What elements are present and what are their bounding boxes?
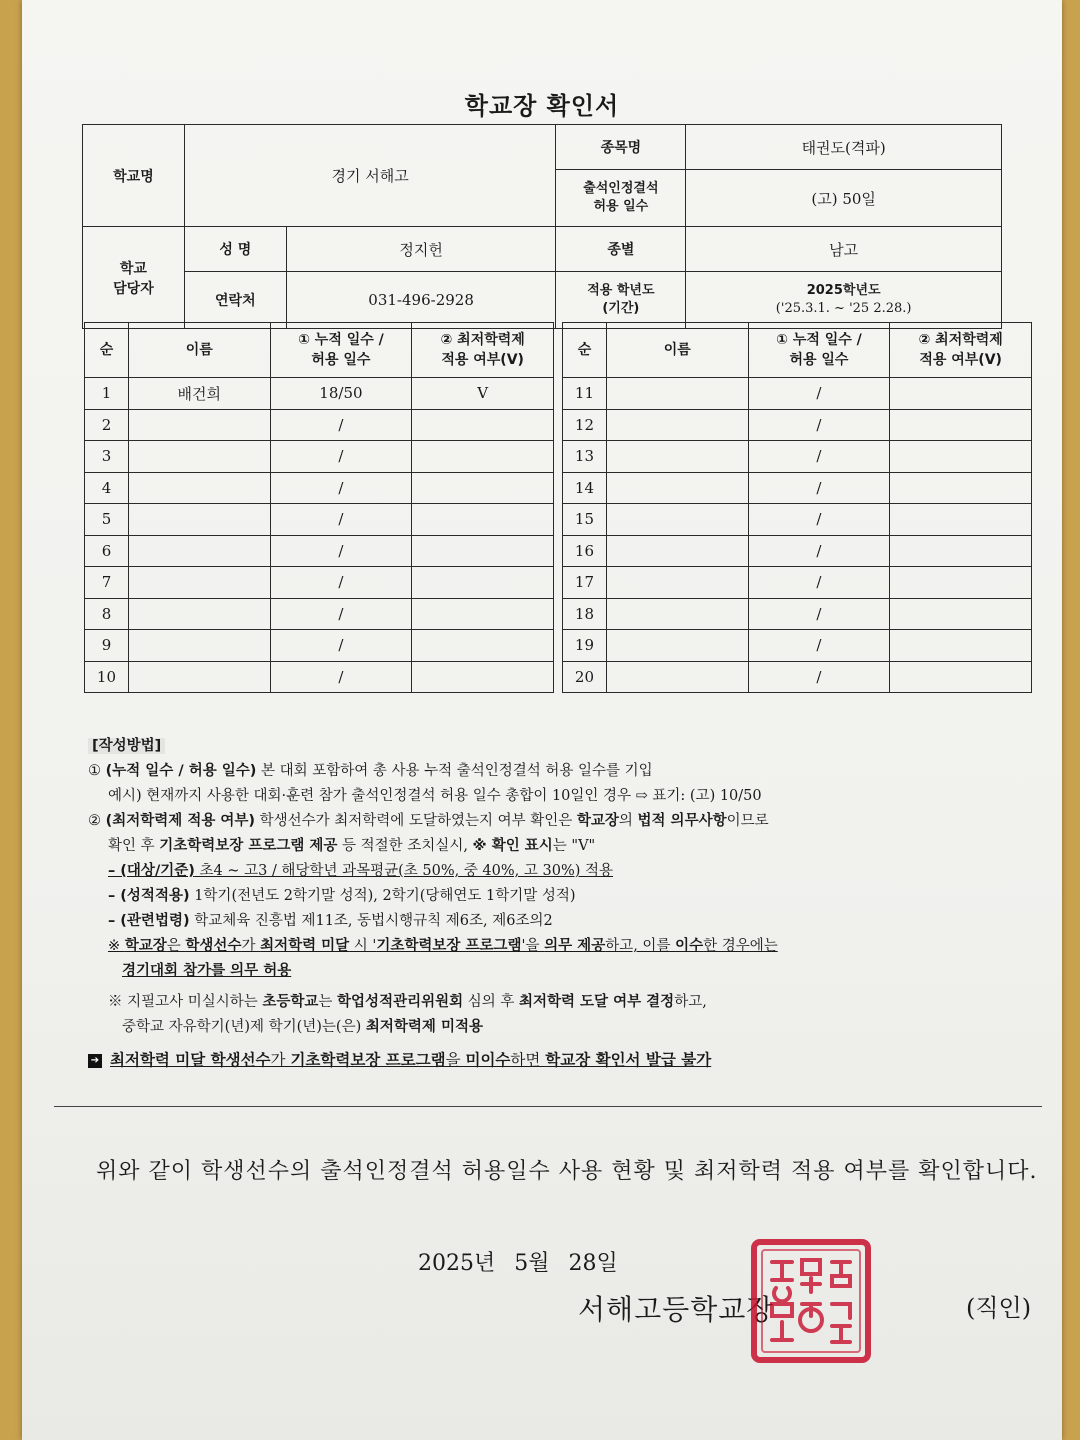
min-academic-check [412,567,554,599]
table-row [563,630,1032,662]
student-name [128,409,270,441]
table-row [85,441,554,473]
table-row [563,441,1032,473]
method-line-8: ※ 학교장은 학생선수가 최저학력 미달 시 '기초학력보장 프로그램'을 의무 제공하고, 이를 이수한 경우에는 [108,938,778,954]
cumulative-days: / [748,630,890,662]
absence-days-value: (고) 50일 [686,170,1002,227]
table-row [563,378,1032,410]
cumulative-days: / [270,630,412,662]
official-seal-icon [750,1238,872,1364]
event-label: 종목명 [556,125,686,170]
row-number: 20 [563,661,607,693]
cumulative-days: 18/50 [270,378,412,410]
student-name [606,504,748,536]
divider [54,1106,1042,1107]
table-row [563,535,1032,567]
cumulative-days: / [270,472,412,504]
cumulative-days: / [270,409,412,441]
writing-method-section [88,734,1008,1073]
contact-label: 연락처 [184,272,286,329]
row-number: 9 [85,630,129,662]
student-name [128,535,270,567]
col-header-cumulative: ① 누적 일수 / 허용 일수 [270,323,412,378]
row-number: 8 [85,598,129,630]
student-name: 배건희 [128,378,270,410]
min-academic-check [412,504,554,536]
contact-value: 031-496-2928 [286,272,556,329]
method-line-1: ① (누적 일수 / 허용 일수) 본 대회 포함하여 총 사용 누적 출석인정결석 허용 일수를 기입 [88,763,653,779]
student-name [128,630,270,662]
student-name [606,441,748,473]
row-number: 3 [85,441,129,473]
cumulative-days: / [748,567,890,599]
table-row [563,409,1032,441]
row-number: 7 [85,567,129,599]
table-row [85,378,554,410]
issue-date: 2025년 5월 28일 [418,1251,618,1276]
min-academic-check [890,472,1032,504]
row-number: 10 [85,661,129,693]
manager-name: 정지헌 [286,227,556,272]
table-row [563,567,1032,599]
student-name [128,598,270,630]
table-row [85,630,554,662]
min-academic-check [890,378,1032,410]
min-academic-check [412,409,554,441]
gender-label: 종별 [556,227,686,272]
min-academic-check [412,630,554,662]
cumulative-days: / [748,598,890,630]
min-academic-check [890,535,1032,567]
absence-days-label: 출석인정결석 허용 일수 [556,170,686,227]
row-number: 1 [85,378,129,410]
table-row [85,504,554,536]
student-name [128,567,270,599]
cumulative-days: / [748,472,890,504]
cumulative-days: / [748,441,890,473]
student-name [128,661,270,693]
row-number: 14 [563,472,607,504]
seal-note: (직인) [966,1294,1032,1322]
method-line-3: ② (최저학력제 적용 여부) 학생선수가 최저학력에 도달하였는지 여부 확인은 학교장의 법적 의무사항이므로 [88,813,769,829]
school-name-label: 학교명 [83,125,185,227]
method-line-10: ※ 지필고사 미실시하는 초등학교는 학업성적관리위원회 심의 후 최저학력 도달 여부 결정하고, [108,994,707,1010]
min-academic-check [412,472,554,504]
row-number: 16 [563,535,607,567]
school-name-value: 경기 서해고 [184,125,556,227]
student-name [128,504,270,536]
student-name [128,472,270,504]
min-academic-check [890,630,1032,662]
method-line-5: – (대상/기준) 초4 ~ 고3 / 해당학년 과목평균(초 50%, 중 40%, 고 30%) 적용 [108,863,614,879]
table-row [85,598,554,630]
col-header-name: 이름 [128,323,270,378]
student-table-left [84,322,554,693]
event-value: 태권도(격파) [686,125,1002,170]
student-name [606,535,748,567]
method-line-9: 경기대회 참가를 의무 허용 [122,963,292,979]
table-row [85,472,554,504]
min-academic-check [412,441,554,473]
min-academic-check [412,535,554,567]
period-text: ('25.3.1. ~ '25 2.28.) [775,301,912,316]
method-final-note: ➔ 최저학력 미달 학생선수가 기초학력보장 프로그램을 미이수하면 학교장 확인서 발급 불가 [88,1048,1008,1073]
min-academic-check [890,409,1032,441]
row-number: 15 [563,504,607,536]
cumulative-days: / [748,535,890,567]
col-header-no: 순 [563,323,607,378]
table-row [85,661,554,693]
row-number: 13 [563,441,607,473]
min-academic-check [890,504,1032,536]
student-name [606,630,748,662]
cumulative-days: / [270,661,412,693]
student-name [606,567,748,599]
name-label: 성 명 [184,227,286,272]
manager-label: 학교 담당자 [83,227,185,329]
min-academic-check [412,661,554,693]
col-header-cumulative: ① 누적 일수 / 허용 일수 [748,323,890,378]
student-name [606,661,748,693]
min-academic-check: V [412,378,554,410]
cumulative-days: / [270,535,412,567]
row-number: 19 [563,630,607,662]
student-name [606,598,748,630]
row-number: 2 [85,409,129,441]
method-line-6: – (성적적용) 1학기(전년도 2학기말 성적), 2학기(당해연도 1학기말 성적) [108,888,576,904]
min-academic-check [890,598,1032,630]
cumulative-days: / [270,598,412,630]
col-header-min-academic: ② 최저학력제 적용 여부(V) [412,323,554,378]
student-table-right [562,322,1032,693]
row-number: 6 [85,535,129,567]
col-header-name: 이름 [606,323,748,378]
year-label: 적용 학년도 (기간) [556,272,686,329]
cumulative-days: / [748,378,890,410]
cumulative-days: / [748,504,890,536]
method-line-2: 예시) 현재까지 사용한 대회·훈련 참가 출석인정결석 허용 일수 총합이 10일인 경우 ⇨ 표기: (고) 10/50 [108,788,762,804]
cumulative-days: / [270,504,412,536]
school-info-table [82,124,1002,329]
principal-signature: 서해고등학교장 [578,1293,775,1326]
arrow-box-icon: ➔ [88,1054,102,1068]
row-number: 5 [85,504,129,536]
table-row [85,535,554,567]
document-paper [22,0,1062,1440]
min-academic-check [412,598,554,630]
table-row [85,409,554,441]
confirmation-text: 위와 같이 학생선수의 출석인정결석 허용일수 사용 현황 및 최저학력 적용 여부를 확인합니다. [96,1159,1038,1184]
student-name [606,472,748,504]
col-header-min-academic: ② 최저학력제 적용 여부(V) [890,323,1032,378]
row-number: 12 [563,409,607,441]
student-name [128,441,270,473]
method-line-4: 확인 후 기초학력보장 프로그램 제공 등 적절한 조치실시, ※ 확인 표시는 "V" [108,838,596,854]
table-row [563,472,1032,504]
row-number: 18 [563,598,607,630]
min-academic-check [890,441,1032,473]
gender-value: 남고 [686,227,1002,272]
table-row [563,661,1032,693]
method-title: [작성방법] [88,738,165,754]
min-academic-check [890,567,1032,599]
row-number: 4 [85,472,129,504]
row-number: 17 [563,567,607,599]
year-value [686,272,1002,329]
table-row [563,598,1032,630]
student-name [606,409,748,441]
cumulative-days: / [270,441,412,473]
cumulative-days: / [270,567,412,599]
method-line-11: 중학교 자유학기(년)제 학기(년)는(은) 최저학력제 미적용 [122,1019,483,1035]
year-text: 2025학년도 [806,283,881,298]
row-number: 11 [563,378,607,410]
student-name [606,378,748,410]
cumulative-days: / [748,409,890,441]
table-row [85,567,554,599]
table-row [563,504,1032,536]
method-line-7: – (관련법령) 학교체육 진흥법 제11조, 동법시행규칙 제6조, 제6조의2 [108,913,553,929]
col-header-no: 순 [85,323,129,378]
min-academic-check [890,661,1032,693]
document-title: 학교장 확인서 [464,92,620,120]
cumulative-days: / [748,661,890,693]
